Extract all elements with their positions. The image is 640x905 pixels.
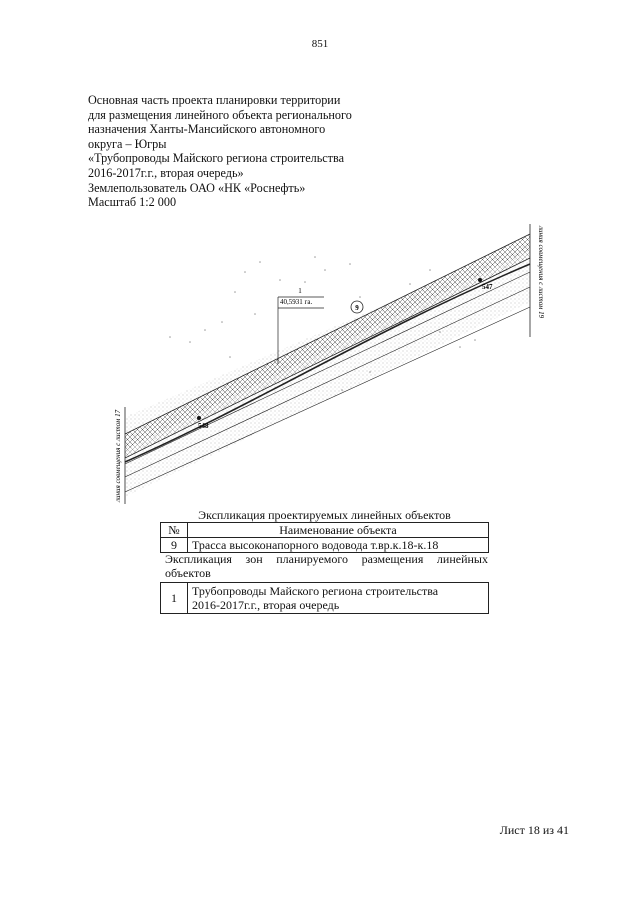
survey-point-label: 547 <box>482 283 493 291</box>
row-name: Трасса высоконапорного водовода т.вр.к.18-к.18 <box>188 538 489 553</box>
hatched-corridor <box>125 234 530 450</box>
row-num: 1 <box>161 583 188 614</box>
title-line: назначения Ханты-Мансийского автономного <box>88 122 326 137</box>
page-number: 851 <box>311 38 329 50</box>
title-line: Основная часть проекта планировки территории <box>88 93 341 107</box>
title-line: «Трубопроводы Майского региона строительства <box>88 151 345 166</box>
left-match-label: линия совмещения с листом 17 <box>114 409 122 502</box>
col-num-header: № <box>161 523 188 538</box>
title-line: округа – Югры <box>88 136 167 151</box>
row-name <box>188 583 489 614</box>
zones-table <box>160 582 489 614</box>
col-name-header: Наименование объекта <box>188 523 489 538</box>
row-num: 9 <box>161 538 188 553</box>
zone-number-label: 1 <box>298 287 302 295</box>
linear-objects-caption: Экспликация проектируемых линейных объектов <box>198 508 451 522</box>
table-row <box>161 583 489 614</box>
right-match-label: линия совмещения с листом 19 <box>537 226 545 319</box>
survey-point-marker <box>197 416 201 420</box>
zones-caption: Экспликация зон планируемого размещения линейных объектов <box>165 552 488 580</box>
hatched-corridor-lower <box>125 248 530 458</box>
table-header-row <box>161 523 489 538</box>
row-name-line: 2016-2017г.г., вторая очередь <box>192 598 340 612</box>
scale-line: Масштаб 1:2 000 <box>88 195 177 210</box>
site-plan-drawing <box>110 222 550 512</box>
survey-point-marker <box>478 278 482 282</box>
row-name-line: Трубопроводы Майского региона строительства <box>192 584 439 598</box>
title-block <box>88 93 388 210</box>
title-line: для размещения линейного объекта регионального <box>88 107 352 122</box>
linear-objects-table <box>160 522 489 553</box>
object-marker-label: 9 <box>355 304 359 312</box>
table-row <box>161 538 489 553</box>
title-line: Землепользователь ОАО «НК «Роснефть» <box>88 180 306 195</box>
sheet-info: Лист 18 из 41 <box>499 823 569 837</box>
title-line: 2016-2017г.г., вторая очередь» <box>88 165 244 180</box>
zone-area-label: 40,5931 га. <box>280 298 313 306</box>
survey-point-label: 548 <box>198 422 209 430</box>
